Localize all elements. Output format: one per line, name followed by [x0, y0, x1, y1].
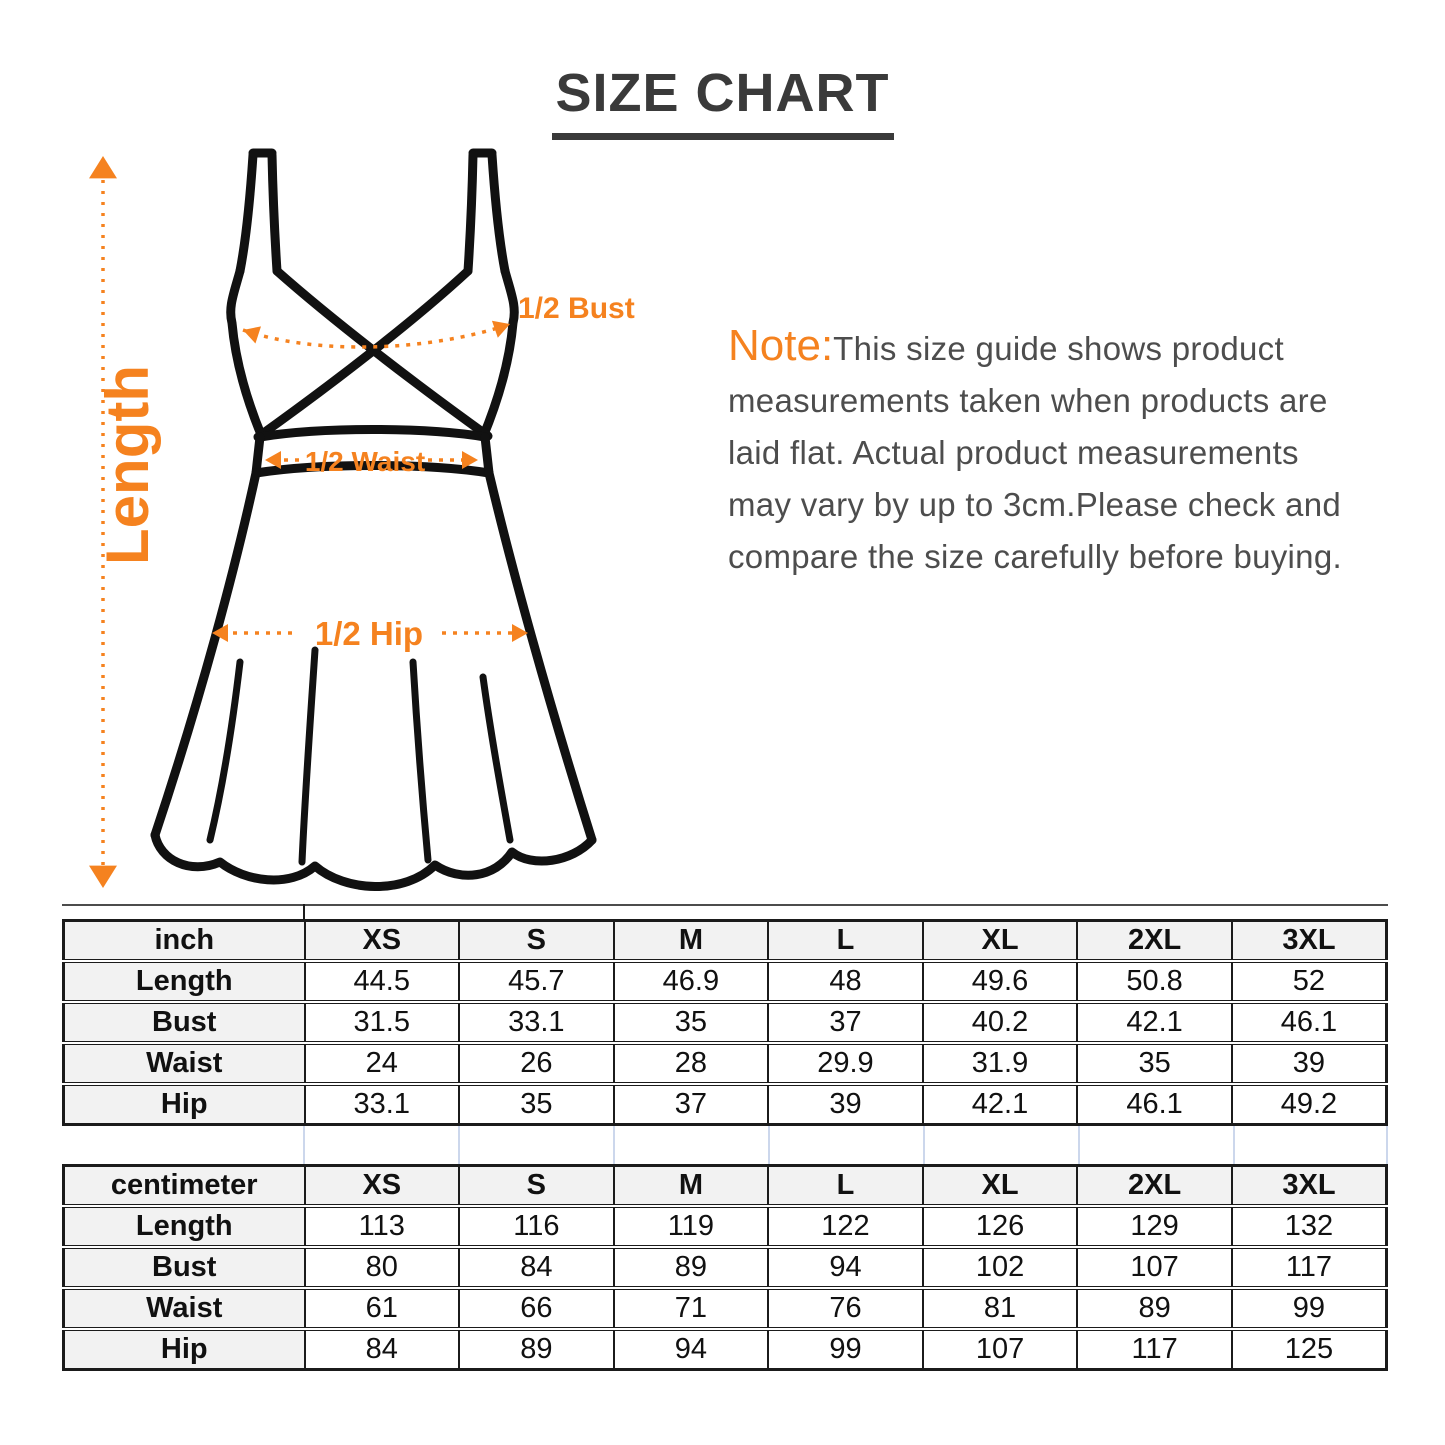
- measurement-value: 40.2: [923, 1002, 1078, 1043]
- measurement-value: 50.8: [1077, 961, 1232, 1002]
- arrow-left-icon: [240, 321, 261, 343]
- measurement-value: 26: [459, 1043, 614, 1084]
- table-gap: [62, 1126, 1388, 1164]
- size-column-header: L: [768, 921, 923, 962]
- size-table-inch: [62, 919, 1388, 1126]
- hip-label: 1/2 Hip: [314, 615, 424, 652]
- size-column-header: XS: [305, 1166, 460, 1207]
- measurement-value: 76: [768, 1288, 923, 1329]
- dress-left-side: [231, 271, 262, 437]
- measurement-value: 46.1: [1077, 1084, 1232, 1125]
- header-row: [64, 1166, 1387, 1207]
- note-prefix: Note:: [728, 321, 834, 370]
- arrow-up-icon: [89, 156, 117, 178]
- measurement-value: 37: [768, 1002, 923, 1043]
- measurement-value: 94: [614, 1329, 769, 1370]
- dress-waistband: [260, 430, 485, 438]
- measurement-value: 81: [923, 1288, 1078, 1329]
- measurement-value: 126: [923, 1206, 1078, 1247]
- size-column-header: XS: [305, 921, 460, 962]
- size-column-header: 3XL: [1232, 921, 1387, 962]
- row-label: Hip: [64, 1329, 305, 1370]
- row-label: Waist: [64, 1288, 305, 1329]
- measurement-value: 46.9: [614, 961, 769, 1002]
- measurement-value: 29.9: [768, 1043, 923, 1084]
- note-line: measurements taken when products are: [728, 382, 1328, 419]
- dress-pleat-line: [483, 677, 510, 840]
- measurement-value: 89: [459, 1329, 614, 1370]
- measurement-row: [64, 1288, 1387, 1329]
- measurement-value: 61: [305, 1288, 460, 1329]
- size-column-header: 2XL: [1077, 1166, 1232, 1207]
- row-label: Waist: [64, 1043, 305, 1084]
- measurement-value: 46.1: [1232, 1002, 1387, 1043]
- size-column-header: XL: [923, 921, 1078, 962]
- measurement-row: [64, 1329, 1387, 1370]
- measurement-value: 84: [305, 1329, 460, 1370]
- measurement-value: 42.1: [1077, 1002, 1232, 1043]
- measurement-value: 132: [1232, 1206, 1387, 1247]
- note-text: This size guide shows product: [833, 330, 1284, 367]
- measurement-row: [64, 1002, 1387, 1043]
- row-label: Hip: [64, 1084, 305, 1125]
- measurement-value: 33.1: [459, 1002, 614, 1043]
- measurement-value: 113: [305, 1206, 460, 1247]
- measurement-value: 49.6: [923, 961, 1078, 1002]
- measurement-value: 84: [459, 1247, 614, 1288]
- dress-left-strap: [240, 155, 253, 271]
- measurement-row: [64, 1084, 1387, 1125]
- measurement-value: 71: [614, 1288, 769, 1329]
- measurement-value: 49.2: [1232, 1084, 1387, 1125]
- note-line: may vary by up to 3cm.Please check and: [728, 486, 1342, 523]
- size-column-header: L: [768, 1166, 923, 1207]
- measurement-value: 107: [1077, 1247, 1232, 1288]
- measurement-value: 89: [614, 1247, 769, 1288]
- measurement-value: 117: [1077, 1329, 1232, 1370]
- size-column-header: M: [614, 1166, 769, 1207]
- measurement-value: 42.1: [923, 1084, 1078, 1125]
- size-table-centimeter: [62, 1164, 1388, 1371]
- measurement-value: 33.1: [305, 1084, 460, 1125]
- dress-pleat-line: [210, 662, 240, 840]
- dress-neck-right-diagonal: [258, 271, 468, 437]
- dress-skirt-left: [155, 473, 256, 835]
- measurement-value: 48: [768, 961, 923, 1002]
- note-line: laid flat. Actual product measurements: [728, 434, 1299, 471]
- bust-arrow: [240, 315, 513, 347]
- measurement-value: 66: [459, 1288, 614, 1329]
- measurement-value: 116: [459, 1206, 614, 1247]
- measurement-value: 31.9: [923, 1043, 1078, 1084]
- measurement-value: 129: [1077, 1206, 1232, 1247]
- dress-pleat-line: [413, 662, 428, 860]
- measurement-value: 119: [614, 1206, 769, 1247]
- row-label: Length: [64, 961, 305, 1002]
- size-column-header: 3XL: [1232, 1166, 1387, 1207]
- measurement-value: 24: [305, 1043, 460, 1084]
- measurement-value: 102: [923, 1247, 1078, 1288]
- measurement-value: 39: [1232, 1043, 1387, 1084]
- waist-label: 1/2 Waist: [304, 446, 426, 477]
- table-top-rule: [62, 904, 1388, 906]
- measurement-value: 107: [923, 1329, 1078, 1370]
- measurement-value: 125: [1232, 1329, 1387, 1370]
- page-title: SIZE CHART: [552, 62, 894, 140]
- bust-label: 1/2 Bust: [518, 292, 635, 325]
- measurement-value: 44.5: [305, 961, 460, 1002]
- measurement-value: 31.5: [305, 1002, 460, 1043]
- dress-right-side: [483, 271, 514, 437]
- size-column-header: M: [614, 921, 769, 962]
- measurement-row: [64, 1206, 1387, 1247]
- dress-diagram: [60, 140, 700, 930]
- measurement-value: 35: [1077, 1043, 1232, 1084]
- measurement-value: 80: [305, 1247, 460, 1288]
- measurement-value: 94: [768, 1247, 923, 1288]
- measurement-value: 45.7: [459, 961, 614, 1002]
- measurement-value: 39: [768, 1084, 923, 1125]
- row-label: Bust: [64, 1002, 305, 1043]
- unit-header: inch: [64, 921, 305, 962]
- dress-right-strap: [492, 155, 505, 271]
- dress-hem: [155, 835, 592, 887]
- measurement-row: [64, 961, 1387, 1002]
- dress-pleat-line: [302, 650, 315, 862]
- size-column-header: XL: [923, 1166, 1078, 1207]
- measurement-value: 28: [614, 1043, 769, 1084]
- dress-neck-left-diagonal: [277, 271, 488, 436]
- unit-header: centimeter: [64, 1166, 305, 1207]
- note-line: [728, 320, 1418, 375]
- measurement-value: 37: [614, 1084, 769, 1125]
- row-label: Bust: [64, 1247, 305, 1288]
- table-top-tick: [303, 904, 305, 919]
- length-label: Length: [94, 365, 161, 565]
- measurement-value: 99: [1232, 1288, 1387, 1329]
- measurement-value: 35: [459, 1084, 614, 1125]
- row-label: Length: [64, 1206, 305, 1247]
- measurement-row: [64, 1247, 1387, 1288]
- measurement-value: 52: [1232, 961, 1387, 1002]
- note-line: compare the size carefully before buying.: [728, 538, 1342, 575]
- measurement-value: 35: [614, 1002, 769, 1043]
- header-row: [64, 921, 1387, 962]
- measurement-value: 122: [768, 1206, 923, 1247]
- measurement-value: 89: [1077, 1288, 1232, 1329]
- note-paragraph: [728, 320, 1418, 583]
- measurement-value: 117: [1232, 1247, 1387, 1288]
- arrow-down-icon: [89, 866, 117, 888]
- size-tables: [62, 904, 1388, 1371]
- dress-outline-drawing: [60, 140, 700, 930]
- size-column-header: S: [459, 1166, 614, 1207]
- measurement-row: [64, 1043, 1387, 1084]
- size-column-header: 2XL: [1077, 921, 1232, 962]
- measurement-value: 99: [768, 1329, 923, 1370]
- dress-skirt-right: [489, 473, 592, 840]
- size-column-header: S: [459, 921, 614, 962]
